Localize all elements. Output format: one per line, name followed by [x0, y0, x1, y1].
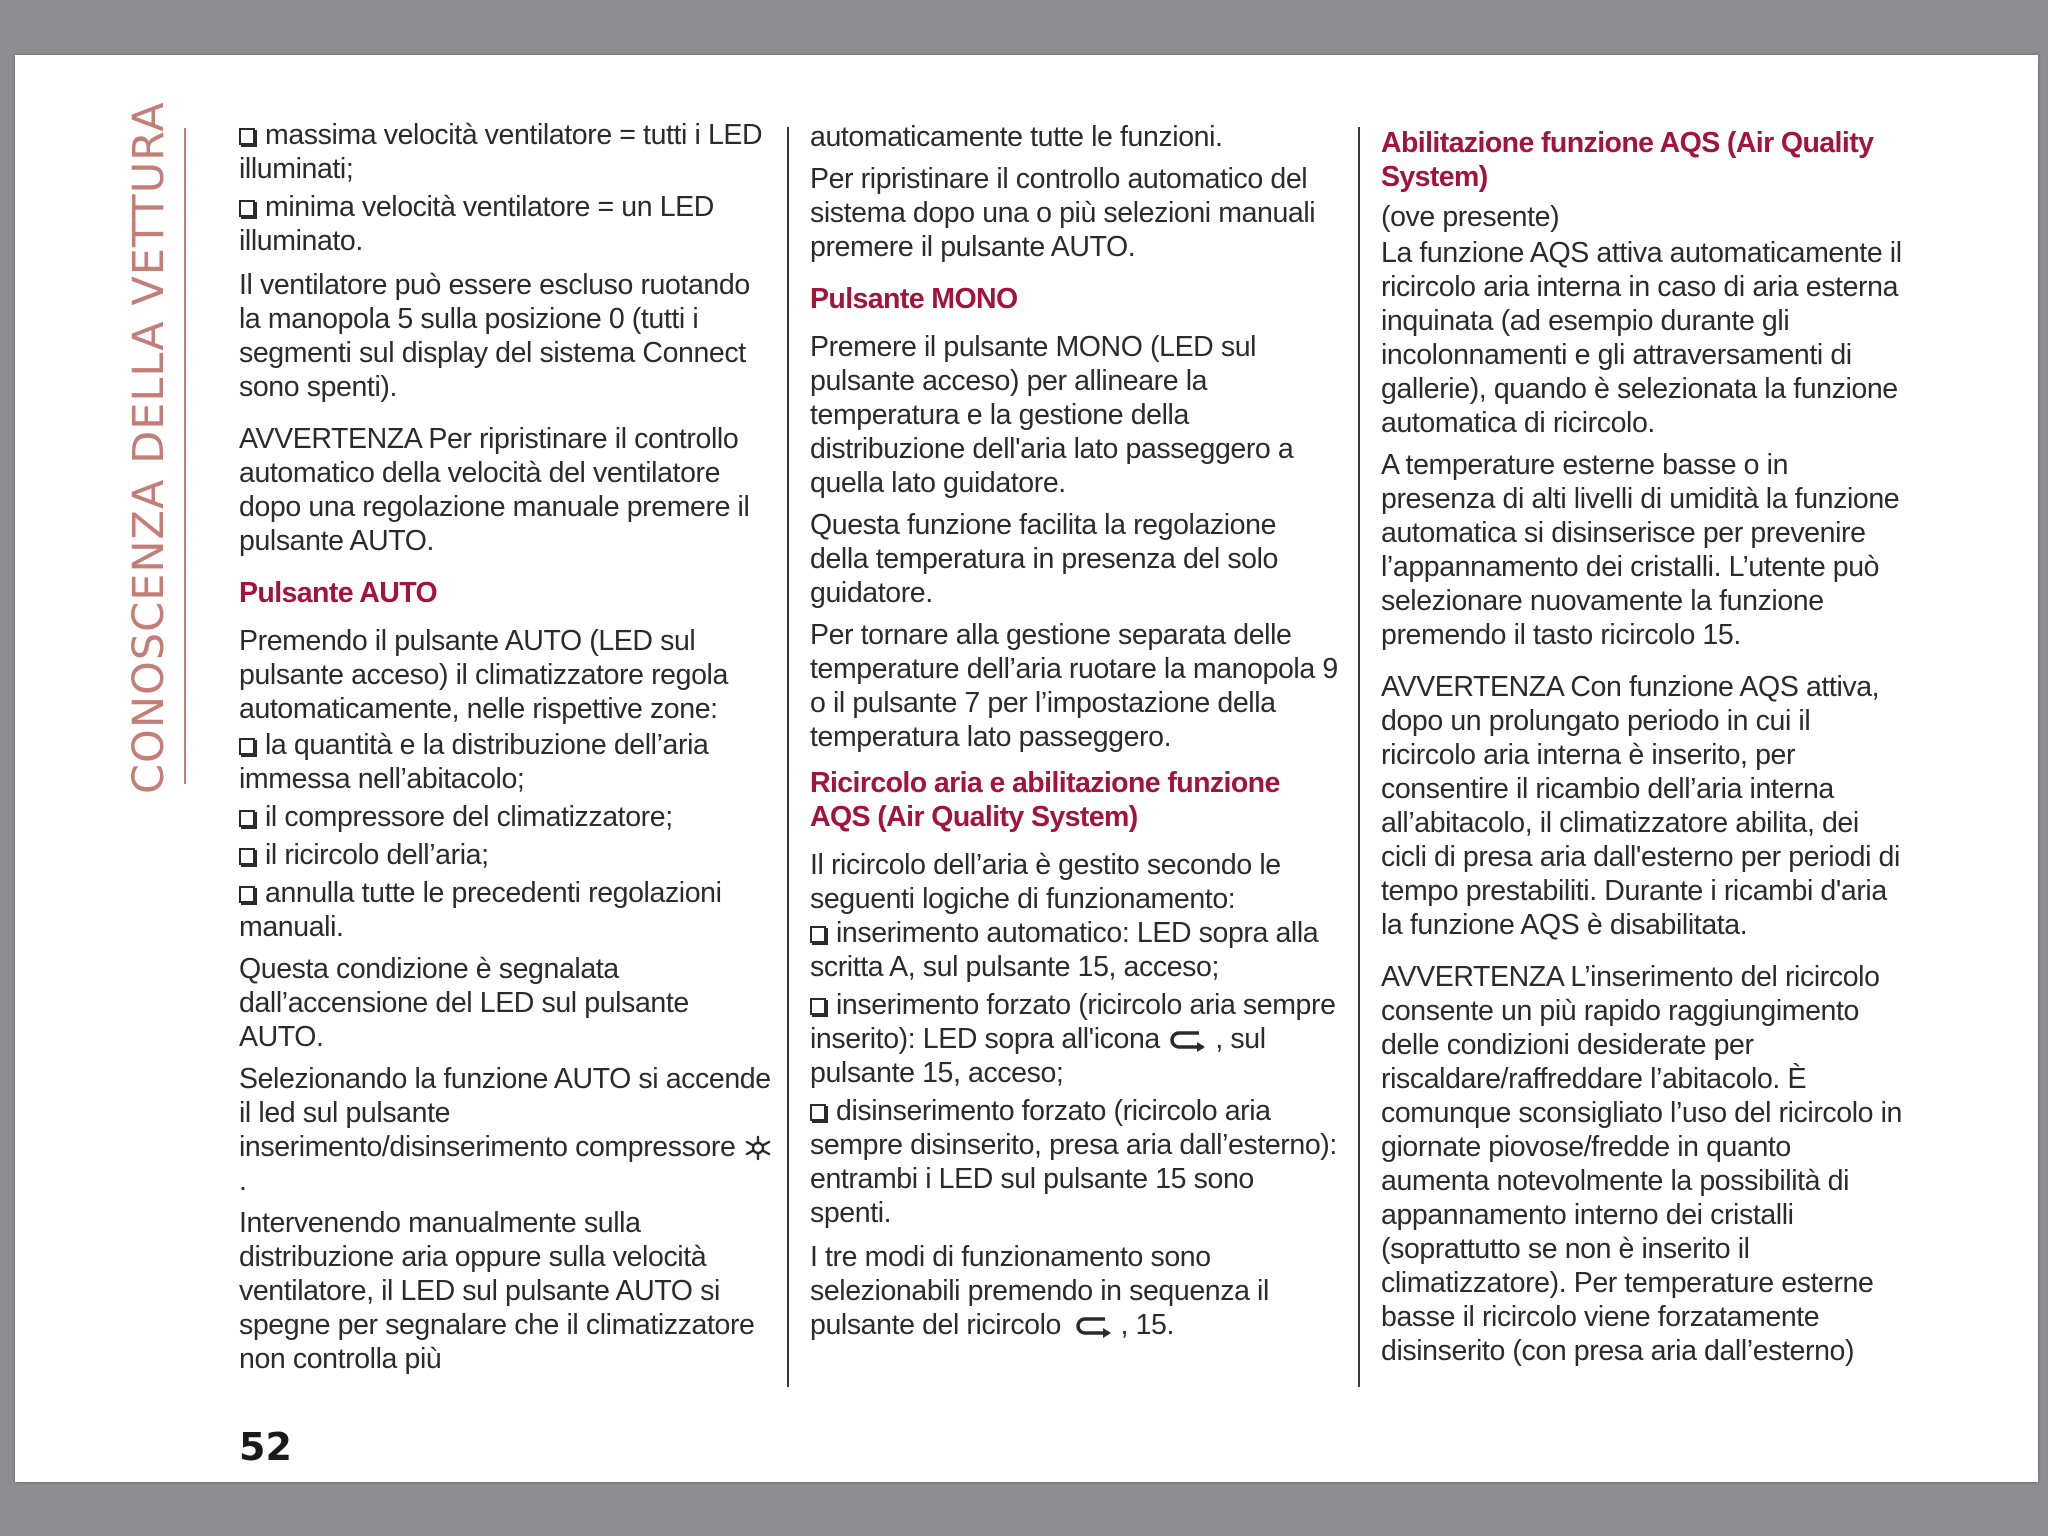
paragraph: A temperature esterne basse o in presenza di alti livelli di umidità la funzione automatica si disinserisce per prevenire l’appannamento dei cristalli. L’utente può selezionare nuovamente la funzione premendo il tasto ricircolo 15. — [1381, 449, 1900, 651]
paragraph: Il ricircolo dell’aria è gestito secondo le seguenti logiche di funzionamento: — [810, 849, 1281, 915]
checkbox-bullet-icon — [239, 810, 255, 827]
paragraph: Questa funzione facilita la regolazione della temperatura in presenza del solo guidatore. — [810, 509, 1279, 609]
paragraph: Premendo il pulsante AUTO (LED sul pulsante acceso) il climatizzatore regola automaticamente, nelle rispettive zone: — [239, 625, 728, 725]
section-heading: Pulsante MONO — [810, 283, 1018, 315]
list-item — [239, 800, 774, 834]
checkbox-bullet-icon — [239, 738, 255, 755]
paragraph: Il ventilatore può essere escluso ruotando la manopola 5 sulla posizione 0 (tutti i segmenti sul display del sistema Connect sono spenti). — [239, 269, 750, 403]
recirculation-arrow-icon — [1169, 1028, 1209, 1052]
paragraph: Questa condizione è segnalata dall’accensione del LED sul pulsante AUTO. — [239, 953, 689, 1053]
list-item — [810, 988, 1340, 1090]
list-item-text: disinserimento forzato (ricircolo aria sempre disinserito, presa aria dall’esterno): entrambi i LED sul pulsante 15 sono spenti. — [810, 1095, 1337, 1229]
list-item — [239, 876, 774, 944]
paragraph — [239, 1062, 774, 1198]
compressor-snowflake-icon — [743, 1135, 773, 1161]
checkbox-bullet-icon — [810, 998, 826, 1015]
warning-paragraph: AVVERTENZA L’inserimento del ricircolo consente un più rapido raggiungimento delle condizioni desiderate per riscaldare/raffreddare l’abitacolo. È comunque sconsigliato l’uso del ricircolo in giornate piovose/fredde in quanto aumenta notevolmente la possibilità di appannamento interno dei cristalli (soprattutto se non è inserito il climatizzatore). Per temperature esterne basse il ricircolo viene forzatamente disinserito (con presa aria dall’esterno) — [1381, 961, 1903, 1367]
page-number: 52 — [239, 1425, 292, 1469]
checkbox-bullet-icon — [810, 1104, 826, 1121]
list-item-text: il ricircolo dell’aria; — [265, 839, 489, 871]
list-item-text: annulla tutte le precedenti regolazioni manuali. — [239, 877, 722, 943]
paragraph: (ove presente) — [1381, 201, 1560, 233]
text-column-2 — [810, 118, 1340, 1350]
list-item-text: massima velocità ventilatore = tutti i LED illuminati; — [239, 119, 763, 185]
warning-paragraph: AVVERTENZA Con funzione AQS attiva, dopo un prolungato periodo in cui il ricircolo aria interna è inserito, per consentire il ricambio dell’aria interna all’abitacolo, il climatizzatore abilita, dei cicli di presa aria dall'esterno per periodi di tempo prestabiliti. Durante i ricambi d'aria la funzione AQS è disabilitata. — [1381, 671, 1900, 941]
list-item — [239, 728, 774, 796]
section-heading: Ricircolo aria e abilitazione funzione AQS (Air Quality System) — [810, 767, 1280, 833]
recirculation-arrow-icon — [1075, 1314, 1115, 1338]
checkbox-bullet-icon — [239, 886, 255, 903]
paragraph: Per tornare alla gestione separata delle temperature dell’aria ruotare la manopola 9 o il pulsante 7 per l’impostazione della temperatura lato passeggero. — [810, 619, 1338, 753]
paragraph: automaticamente tutte le funzioni. — [810, 121, 1223, 153]
checkbox-bullet-icon — [239, 200, 255, 217]
list-item — [810, 916, 1340, 984]
paragraph — [810, 1240, 1340, 1342]
paragraph-text: . — [239, 1165, 247, 1197]
paragraph-text: , 15. — [1120, 1309, 1174, 1341]
text-column-3 — [1381, 118, 1906, 1376]
paragraph-text: Selezionando la funzione AUTO si accende il led sul pulsante inserimento/disinserimento compressore — [239, 1063, 771, 1163]
list-item-text: minima velocità ventilatore = un LED illuminato. — [239, 191, 714, 257]
checkbox-bullet-icon — [239, 848, 255, 865]
list-item-text: il compressore del climatizzatore; — [265, 801, 673, 833]
checkbox-bullet-icon — [239, 128, 255, 145]
paragraph: Intervenendo manualmente sulla distribuzione aria oppure sulla velocità ventilatore, il LED sul pulsante AUTO si spegne per segnalare che il climatizzatore non controlla più — [239, 1207, 755, 1375]
column-divider — [787, 127, 789, 1387]
list-item — [239, 838, 774, 872]
text-column-1 — [239, 118, 774, 1384]
list-item-text: la quantità e la distribuzione dell’aria immessa nell’abitacolo; — [239, 729, 709, 795]
checkbox-bullet-icon — [810, 926, 826, 943]
list-item-text: , sul pulsante 15, acceso; — [810, 1023, 1266, 1089]
column-divider — [1358, 127, 1360, 1387]
paragraph: Per ripristinare il controllo automatico del sistema dopo una o più selezioni manuali premere il pulsante AUTO. — [810, 163, 1316, 263]
list-item — [239, 190, 774, 258]
section-side-title: CONOSCENZA DELLA VETTURA — [124, 101, 174, 794]
paragraph: Premere il pulsante MONO (LED sul pulsante acceso) per allineare la temperatura e la gestione della distribuzione dell'aria lato passeggero a quella lato guidatore. — [810, 331, 1294, 499]
side-title-rule — [184, 128, 186, 784]
section-heading: Abilitazione funzione AQS (Air Quality System) — [1381, 127, 1874, 193]
list-item — [239, 118, 774, 186]
list-item — [810, 1094, 1340, 1230]
warning-paragraph: AVVERTENZA Per ripristinare il controllo automatico della velocità del ventilatore dopo una regolazione manuale premere il pulsante AUTO. — [239, 423, 750, 557]
list-item-text: inserimento automatico: LED sopra alla scritta A, sul pulsante 15, acceso; — [810, 917, 1319, 983]
paragraph-text: I tre modi di funzionamento sono selezionabili premendo in sequenza il pulsante del ricircolo — [810, 1241, 1269, 1341]
paragraph: La funzione AQS attiva automaticamente il ricircolo aria interna in caso di aria esterna inquinata (ad esempio durante gli incolonnamenti e gli attraversamenti di gallerie), quando è selezionata la funzione automatica di ricircolo. — [1381, 237, 1902, 439]
list-item-text: inserimento forzato (ricircolo aria sempre inserito): LED sopra all'icona — [810, 989, 1336, 1055]
section-heading: Pulsante AUTO — [239, 577, 438, 609]
